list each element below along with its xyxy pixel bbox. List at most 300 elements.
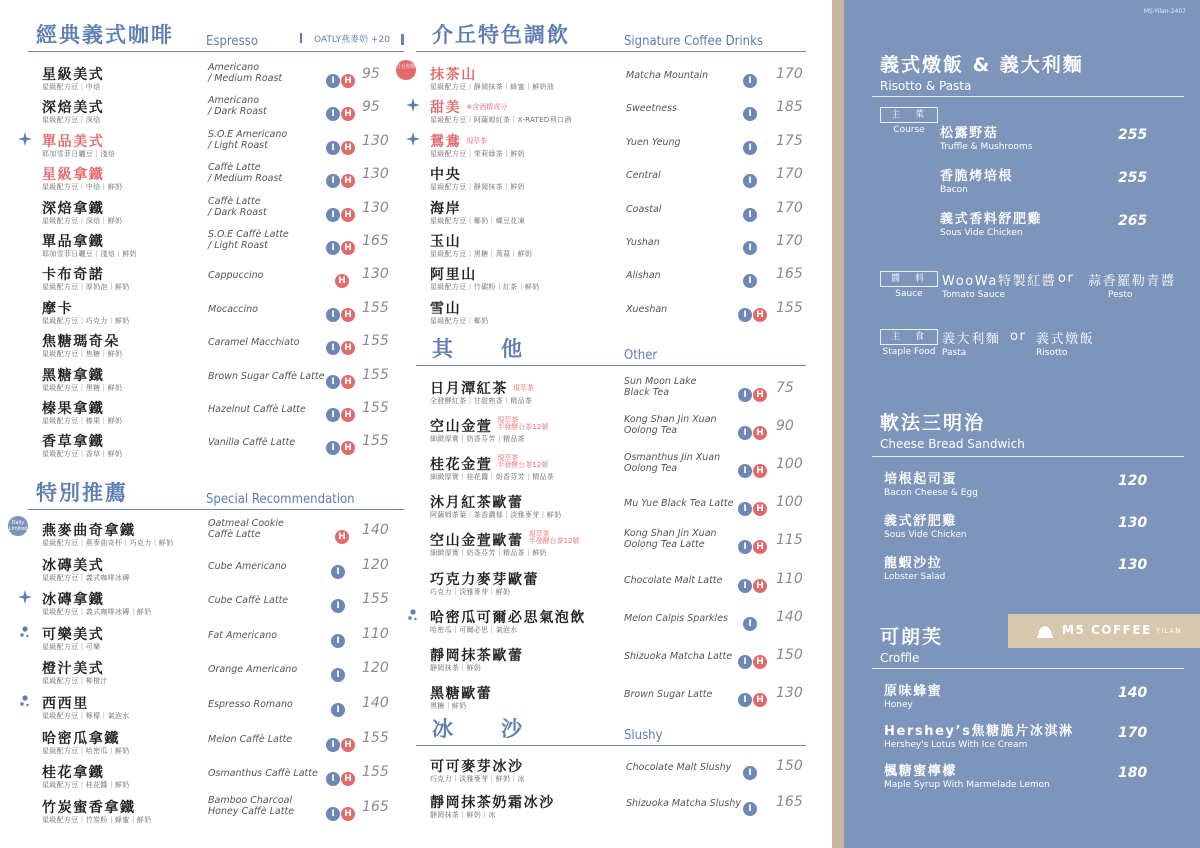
item-name-text: 玉山	[430, 234, 462, 250]
section-header-signature	[416, 20, 806, 52]
espresso-item	[28, 264, 404, 298]
item-name	[42, 97, 104, 117]
special-item	[28, 589, 404, 623]
item-description: 細緻厚實｜桂花醬｜奶香芬芳｜精品茶	[430, 473, 555, 482]
item-name-text: 橙汁美式	[42, 661, 105, 678]
temperature-badges	[326, 68, 356, 86]
item-price: 150	[776, 758, 803, 774]
divider	[872, 668, 1184, 669]
item-price: 150	[776, 646, 803, 663]
item-price: 170	[776, 166, 803, 183]
sandwiches-item	[884, 552, 1148, 582]
temperature-badges	[326, 302, 356, 320]
hot-badge: H	[341, 141, 355, 155]
iced-badge: I	[738, 426, 752, 440]
item-name	[42, 624, 104, 644]
course-label-zh: 主 菜	[880, 107, 938, 123]
item-english-name: Fat Americano	[208, 629, 278, 641]
slushy-item	[416, 792, 806, 826]
sparkle-icon	[406, 98, 420, 112]
staple-option-pasta	[942, 328, 1000, 358]
temperature-badges	[743, 760, 758, 778]
item-price: 130	[1118, 557, 1148, 573]
section-subtitle: Espresso	[206, 34, 258, 49]
item-description: 巧克力｜淡雅麥芽｜鮮奶	[430, 587, 511, 596]
item-name	[42, 164, 104, 184]
temperature-badges	[326, 369, 356, 387]
hot-badge: H	[335, 530, 349, 544]
option-zh: 義式燉飯	[1036, 332, 1095, 347]
sauce-label-zh: 醬 料	[880, 271, 938, 287]
item-english-name: Cube Americano	[208, 560, 287, 572]
item-name	[42, 728, 120, 748]
hot-badge: H	[341, 807, 355, 821]
iced-badge: I	[738, 579, 752, 593]
item-tag: 現萃茶 半發酵台茶12號	[497, 416, 549, 432]
iced-badge: I	[743, 174, 757, 188]
espresso-item	[28, 231, 404, 265]
section-subtitle: Risotto & Pasta	[880, 79, 972, 93]
item-english-name: Melon Calpis Sparkles	[624, 612, 728, 624]
item-english-name: Caffè Latte / Medium Roast	[208, 162, 283, 185]
or-label: or	[1010, 329, 1027, 344]
temperature-badges	[326, 766, 356, 785]
item-name-text: 黑糖拿鐵	[42, 367, 105, 384]
temperature-badges	[326, 235, 356, 253]
espresso-item	[28, 64, 404, 98]
option-zh: 義大利麵	[942, 332, 1001, 347]
temperature-badges	[326, 732, 356, 750]
divider	[872, 456, 1184, 457]
temperature-badges	[743, 611, 758, 629]
espresso-item	[28, 164, 404, 198]
slushy-item	[416, 756, 806, 790]
item-english-name: Sweetness	[626, 103, 677, 115]
hot-badge: H	[341, 241, 355, 255]
item-price: 175	[776, 132, 803, 149]
iced-badge: I	[743, 208, 757, 222]
item-description: 星級配方豆｜義式咖啡冰磚	[42, 573, 130, 582]
item-description: 星級配方豆｜中焙	[42, 83, 101, 91]
other-item	[416, 645, 806, 679]
item-price: 140	[1118, 685, 1148, 701]
item-description: 細緻厚實｜奶香芬芳｜精品茶	[430, 435, 525, 444]
item-name-text: 空山金萱歐蕾	[430, 533, 524, 550]
brand-logo-city: YILAN	[1156, 627, 1182, 635]
hot-badge: H	[753, 464, 767, 478]
sauce-option-tomato	[942, 270, 1056, 300]
item-name	[42, 231, 104, 251]
divider	[872, 96, 1184, 97]
signature-item	[416, 97, 806, 131]
other-item	[416, 454, 806, 488]
item-english-name: Alishan	[626, 270, 661, 282]
item-name	[42, 797, 136, 817]
item-name	[430, 378, 534, 398]
hot-badge: H	[753, 388, 767, 402]
item-english-name: Chocolate Malt Latte	[624, 574, 723, 586]
iced-badge: I	[743, 274, 757, 288]
item-english-name: Cappuccino	[208, 270, 264, 282]
hot-badge: H	[753, 579, 767, 593]
temperature-badges	[743, 101, 758, 120]
item-description: 星級配方豆｜椰奶	[430, 316, 489, 325]
item-name	[42, 131, 104, 151]
item-price: 120	[362, 660, 389, 677]
hot-badge: H	[341, 107, 355, 121]
item-english-name: Xueshan	[626, 303, 668, 315]
temperature-badges	[738, 573, 768, 591]
croffles-item	[884, 720, 1148, 750]
section-header-other	[416, 334, 806, 366]
item-price: 170	[776, 199, 803, 216]
item-english-name: Honey	[884, 700, 913, 710]
temperature-badges	[326, 402, 356, 420]
item-name-text: 鴛鴦	[430, 133, 462, 150]
item-description: 靜岡抹茶｜鮮奶｜冰	[430, 811, 496, 819]
iced-badge: I	[326, 107, 340, 121]
item-name: 原味蜂蜜	[884, 684, 943, 699]
iced-badge: I	[743, 107, 757, 121]
section-title: 介丘特色調飲	[432, 23, 570, 47]
special-item	[8, 518, 404, 554]
item-name-text: 黑糖歐蕾	[430, 685, 493, 702]
item-price: 130	[362, 132, 389, 149]
temperature-badges	[335, 268, 350, 287]
or-text	[1058, 271, 1075, 286]
item-name	[42, 555, 104, 575]
iced-badge: I	[743, 241, 757, 255]
hot-badge: H	[753, 540, 767, 554]
iced-badge: I	[738, 502, 752, 516]
item-price: 155	[362, 764, 389, 781]
item-price: 165	[362, 233, 389, 249]
hot-badge: H	[753, 655, 767, 669]
item-name: Hershey’s焦糖脆片冰淇淋	[884, 724, 1074, 739]
item-name-text: 冰磚美式	[42, 557, 105, 574]
sandwich-header	[880, 408, 1025, 451]
temperature-badges	[326, 335, 356, 354]
item-name-text: 阿里山	[430, 267, 477, 284]
item-price: 155	[776, 299, 803, 316]
item-description: 全發酵紅茶｜甘甜熟香｜精品茶	[430, 397, 533, 405]
item-name-text: 可樂美式	[42, 626, 105, 643]
temperature-badges	[326, 101, 356, 120]
section-title: 可朗芙	[880, 626, 944, 648]
item-english-name: Orange Americano	[208, 664, 298, 676]
item-name-text: 深焙美式	[42, 100, 105, 117]
option-zh: 蒜香羅勒青醬	[1088, 274, 1176, 289]
iced-badge: I	[326, 807, 340, 821]
item-name	[42, 693, 89, 713]
espresso-item	[28, 398, 404, 432]
iced-badge: I	[738, 655, 752, 669]
item-name-text: 星級美式	[42, 67, 105, 83]
section-subtitle: Croffle	[880, 651, 920, 665]
item-name-text: 海岸	[430, 200, 462, 217]
item-english-name: Hazelnut Caffè Latte	[208, 404, 306, 415]
item-tag: 現萃茶 半發酵台茶12號	[497, 454, 549, 470]
item-english-name: Caffè Latte / Dark Roast	[208, 195, 267, 218]
iced-badge: I	[743, 802, 757, 816]
item-english-name: Bamboo Charcoal Honey Caffè Latte	[208, 794, 295, 817]
espresso-item	[28, 195, 404, 232]
item-english-name: Brown Sugar Latte	[624, 688, 713, 700]
courses-item	[940, 122, 1148, 152]
brand-logo-text: M5 COFFEE	[1062, 623, 1152, 637]
item-price: 130	[1118, 515, 1148, 531]
hot-badge: H	[341, 408, 355, 422]
option-zh: WooWa特製紅醬	[942, 274, 1057, 289]
section-subtitle: Cheese Bread Sandwich	[880, 437, 1025, 451]
temperature-badges	[743, 235, 758, 253]
temperature-badges	[743, 168, 758, 187]
iced-badge: I	[738, 540, 752, 554]
item-english-name: Lobster Salad	[884, 572, 946, 582]
hot-badge: H	[341, 375, 355, 389]
hot-badge: H	[753, 308, 767, 322]
iced-badge: I	[326, 308, 340, 322]
other-item	[416, 492, 806, 526]
item-price: 100	[776, 456, 803, 473]
item-price: 170	[1118, 725, 1148, 741]
item-english-name: Shizuoka Matcha Latte	[624, 650, 733, 662]
item-price: 255	[1118, 170, 1148, 186]
item-price: 165	[776, 266, 803, 283]
other-item	[416, 607, 806, 641]
item-english-name: Osmanthus Caffè Latte	[208, 768, 318, 780]
item-name	[430, 792, 555, 812]
staple-label	[880, 329, 938, 357]
item-name	[430, 97, 507, 117]
item-price: 120	[1118, 473, 1148, 489]
food-panel	[832, 0, 1200, 848]
section-title: 軟法三明治	[880, 412, 986, 434]
option-en: Pasta	[942, 348, 967, 358]
temperature-badges	[738, 458, 768, 477]
signature-item	[416, 198, 806, 232]
item-english-name: Caramel Macchiato	[208, 337, 300, 349]
item-english-name: Truffle & Mushrooms	[940, 142, 1033, 152]
item-tag: 現萃茶 半發酵台茶12號	[528, 530, 580, 546]
section-subtitle: Special Recommendation	[206, 492, 355, 507]
hot-badge: H	[753, 693, 767, 707]
sandwiches-item	[884, 510, 1148, 540]
item-name-text: 榛果拿鐵	[42, 401, 105, 417]
item-name: 香脆烤培根	[940, 169, 1014, 184]
temperature-badges	[326, 168, 356, 187]
item-english-name: Melon Caffè Latte	[208, 733, 293, 745]
iced-badge: I	[738, 308, 752, 322]
temperature-badges	[331, 628, 346, 646]
item-name-text: 靜岡抹茶奶霜冰沙	[430, 795, 555, 811]
item-description: 星級配方豆｜深焙｜鮮奶	[42, 216, 123, 225]
item-price: 155	[362, 729, 389, 746]
item-price: 140	[362, 695, 389, 711]
course-label	[880, 107, 938, 135]
item-name-text: 焦糖瑪奇朵	[42, 334, 120, 351]
item-name-text: 甜美	[430, 100, 462, 117]
iced-badge: I	[326, 174, 340, 188]
item-price: 155	[362, 433, 389, 450]
item-english-name: Osmanthus Jin Xuan Oolong Tea	[624, 452, 721, 475]
menu-code: MS-Yilan-2407	[1143, 8, 1186, 15]
item-price: 130	[362, 166, 389, 183]
espresso-item	[28, 331, 404, 365]
item-name	[430, 492, 524, 512]
item-english-name: Hershey's Lotus With Ice Cream	[884, 740, 1028, 750]
item-name	[430, 645, 524, 665]
item-name	[42, 658, 104, 678]
espresso-item	[28, 365, 404, 399]
item-english-name: Sous Vide Chicken	[940, 228, 1023, 238]
item-price: 165	[362, 798, 389, 815]
temperature-badges	[738, 649, 768, 667]
item-name	[42, 298, 73, 318]
section-subtitle: Other	[624, 348, 658, 363]
item-price: 170	[776, 233, 803, 249]
item-name	[42, 520, 136, 540]
special-item	[28, 693, 404, 727]
temperature-badges	[738, 420, 768, 439]
item-name-text: 巧克力麥芽歐蕾	[430, 571, 540, 588]
item-name	[42, 64, 104, 84]
section-header-special	[28, 478, 404, 510]
item-name-text: 哈密瓜可爾必思氣泡飲	[430, 609, 586, 626]
or-text	[1010, 329, 1027, 344]
iced-badge: I	[331, 634, 345, 648]
item-description: 哈密瓜｜可爾必思｜氣泡水	[430, 625, 518, 634]
item-name	[42, 431, 104, 451]
bubbles-icon	[408, 609, 418, 621]
iced-badge: I	[326, 74, 340, 88]
temperature-badges	[331, 559, 346, 577]
item-description: 星級配方豆｜黑糖｜蒟蒻｜鮮奶	[430, 250, 533, 258]
iced-badge: I	[331, 668, 345, 682]
oatly-note: OATLY燕麥奶 +20	[300, 32, 390, 45]
item-name	[430, 231, 461, 251]
item-name-text: 可可麥芽冰沙	[430, 759, 524, 775]
croffle-header	[880, 622, 943, 665]
item-name	[42, 762, 104, 782]
other-item	[416, 416, 806, 450]
item-description: 星級配方豆｜燕麥曲奇杯｜巧克力｜鮮奶	[42, 539, 174, 547]
item-price: 185	[776, 99, 803, 116]
iced-badge: I	[743, 74, 757, 88]
signature-item	[416, 298, 806, 332]
iced-badge: I	[326, 141, 340, 155]
item-name-text: 空山金萱	[430, 419, 493, 436]
section-title: 特別推薦	[36, 481, 128, 505]
hot-badge: H	[341, 772, 355, 786]
item-name-text: 中央	[430, 167, 462, 184]
courses-item	[940, 208, 1148, 238]
item-description: 星級配方豆｜竹炭粉｜蜂蜜｜鮮奶	[42, 815, 152, 824]
item-price: 100	[776, 494, 803, 511]
item-name: 龍蝦沙拉	[884, 556, 943, 571]
hot-badge: H	[341, 341, 355, 355]
item-description: 細緻厚實｜奶香芬芳｜精品茶｜鮮奶	[430, 549, 547, 558]
item-name: 培根起司蛋	[884, 472, 958, 487]
item-name-text: 摩卡	[42, 300, 74, 317]
hot-badge: H	[335, 274, 349, 288]
other-item	[416, 530, 806, 564]
item-english-name: Kong Shan Jin Xuan Oolong Tea	[624, 414, 717, 437]
item-english-name: Brown Sugar Caffè Latte	[208, 370, 325, 382]
item-english-name: Espresso Romano	[208, 699, 293, 710]
temperature-badges	[743, 268, 758, 287]
item-description: 耶加雪菲日曬豆｜淺焙	[42, 149, 115, 158]
or-label: or	[1058, 271, 1075, 286]
item-price: 95	[362, 66, 380, 82]
item-name: 松露野菇	[940, 126, 999, 141]
item-price: 140	[776, 608, 803, 625]
item-name	[430, 64, 477, 84]
panel-accent-bar	[832, 0, 844, 848]
item-price: 265	[1118, 213, 1148, 229]
item-name	[430, 569, 539, 589]
sauce-label	[880, 271, 938, 299]
item-name	[430, 198, 461, 218]
sparkle-icon	[18, 590, 32, 604]
header-marker	[401, 34, 404, 45]
item-english-name: Yuen Yeung	[626, 136, 681, 148]
courses-item	[940, 165, 1148, 195]
item-name	[430, 756, 524, 776]
item-description: 星級配方豆｜檸檬｜氣泡水	[42, 712, 130, 720]
other-item	[416, 378, 806, 412]
iced-badge: I	[743, 141, 757, 155]
item-description: 星級配方豆｜竹碳粉｜紅茶｜鮮奶	[430, 283, 540, 292]
espresso-item	[28, 298, 404, 332]
temperature-badges	[326, 202, 356, 220]
item-english-name: Maple Syrup With Marmelade Lemon	[884, 780, 1050, 790]
item-english-name: Shizuoka Matcha Slushy	[626, 798, 741, 809]
item-description: 星級配方豆｜厚奶泡｜鮮奶	[42, 283, 130, 292]
cup-icon	[1036, 623, 1054, 639]
item-description: 星級配方豆｜巧克力｜鮮奶	[42, 316, 130, 325]
item-tag: 現萃茶	[466, 136, 488, 145]
item-description: 耶加雪菲日曬豆｜淺焙｜鮮奶	[42, 250, 137, 258]
item-english-name: Americano / Medium Roast	[208, 62, 283, 84]
item-price: 95	[362, 99, 380, 116]
iced-badge: I	[326, 738, 340, 752]
item-name	[42, 398, 104, 418]
item-tag: 現萃茶	[513, 384, 534, 392]
temperature-badges	[326, 135, 356, 153]
hot-badge: H	[753, 502, 767, 516]
item-english-name: Bacon Cheese & Egg	[884, 488, 978, 498]
promo-stamp: Daily Limited	[8, 516, 28, 536]
item-description: 星級配方豆｜柳橙汁	[42, 677, 108, 686]
signature-item	[416, 231, 806, 265]
item-english-name: Americano / Dark Roast	[208, 95, 267, 118]
special-item	[28, 658, 404, 692]
item-description: 巧克力｜淡雅麥芽｜鮮奶｜冰	[430, 775, 525, 783]
sauce-label-en: Sauce	[895, 289, 923, 299]
item-description: 星級配方豆｜靜岡抹茶｜鮮奶	[430, 183, 525, 192]
signature-item	[396, 64, 806, 98]
croffles-item	[884, 760, 1148, 790]
item-price: 110	[362, 625, 389, 642]
item-price: 255	[1118, 127, 1148, 143]
iced-badge: I	[738, 693, 752, 707]
item-english-name: Mocaccino	[208, 303, 258, 315]
item-english-name: Vanilla Caffè Latte	[208, 437, 296, 449]
item-name-text: 單品拿鐵	[42, 234, 105, 250]
special-item	[28, 762, 404, 796]
staple-label-zh: 主 食	[880, 329, 938, 345]
